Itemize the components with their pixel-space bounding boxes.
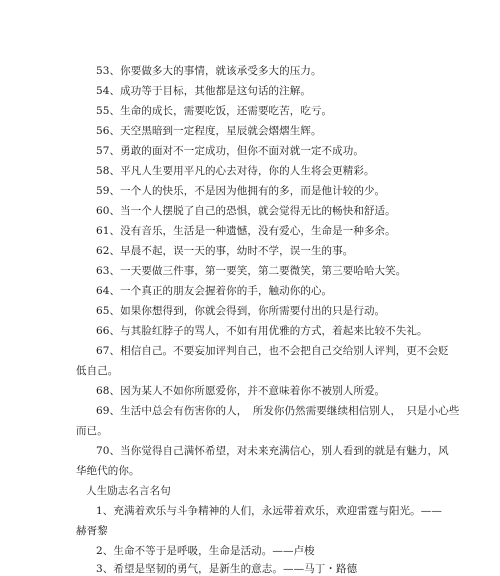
section-heading: 人生励志名言名句: [86, 485, 171, 497]
quote-62: 62、早晨不起，误一天的事，幼时不学，误一生的事。: [96, 245, 354, 257]
quote-61: 61、没有音乐，生活是一种遗憾，没有爱心，生命是一种多余。: [96, 225, 396, 237]
quote-69-cont: 而已。: [76, 425, 108, 437]
quote-57: 57、勇敢的面对不一定成功，但你不面对就一定不成功。: [96, 145, 364, 157]
quote-67: 67、相信自己。不要妄加评判自己，也不会把自己交给别人评判，更不会贬: [96, 345, 449, 357]
quote-54: 54、成功等于目标，其他都是这句话的注解。: [96, 85, 311, 97]
quote-2: 2、生命不等于是呼吸，生命是活动。——卢梭: [96, 545, 315, 557]
quote-58: 58、平凡人生要用平凡的心去对待，你的人生将会更精彩。: [96, 165, 375, 177]
quote-65: 65、如果你想得到，你就会得到，你所需要付出的只是行动。: [96, 305, 386, 317]
quote-53: 53、你要做多大的事情，就该承受多大的压力。: [96, 65, 322, 77]
quote-70: 70、当你觉得自己满怀希望，对未来充满信心，别人看到的就是有魅力，风: [96, 445, 449, 457]
quote-1: 1、充满着欢乐与斗争精神的人们，永远带着欢乐，欢迎雷霆与阳光。——: [96, 505, 442, 517]
quote-59: 59、一个人的快乐，不是因为他拥有的多，而是他计较的少。: [96, 185, 386, 197]
quote-68: 68、因为某人不如你所愿爱你，并不意味着你不被别人所爱。: [96, 385, 386, 397]
quote-67-cont: 低自己。: [76, 365, 119, 377]
quote-3: 3、希望是坚韧的勇气，是新生的意志。——马丁・路德: [96, 563, 358, 575]
quote-55: 55、生命的成长，需要吃饭，还需要吃苦，吃亏。: [96, 105, 333, 117]
quote-64: 64、一个真正的朋友会握着你的手，触动你的心。: [96, 285, 333, 297]
quote-66: 66、与其脸红脖子的骂人，不如有用优雅的方式，着起来比较不失礼。: [96, 325, 428, 337]
quote-63: 63、一天要做三件事，第一要笑，第二要微笑，第三要哈哈大笑。: [96, 265, 407, 277]
quote-1-cont: 赫胥黎: [76, 525, 108, 537]
quote-56: 56、天空黑暗到一定程度，星辰就会熠熠生辉。: [96, 125, 322, 137]
quote-69: 69、生活中总会有伤害你的人， 所发你仍然需要继续相信别人， 只是小心些: [96, 405, 460, 417]
quote-70-cont: 华绝代的你。: [76, 465, 140, 477]
quote-60: 60、当一个人摆脱了自己的恐惧，就会觉得无比的畅快和舒适。: [96, 205, 396, 217]
